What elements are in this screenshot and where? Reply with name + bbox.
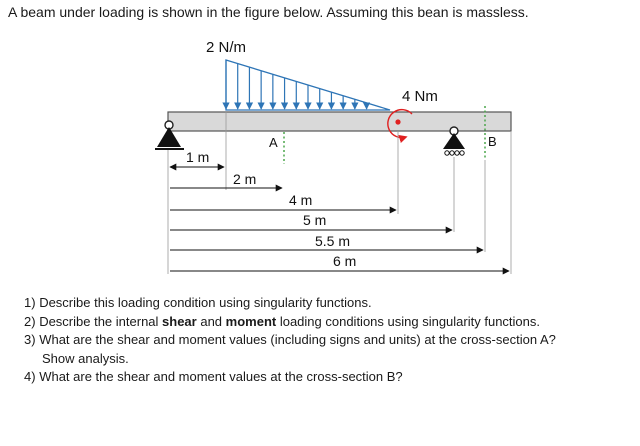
beam — [168, 112, 511, 131]
load-arrows — [226, 60, 367, 109]
question-4: 4) What are the shear and moment values at the cross-section B? — [24, 369, 403, 385]
distributed-load — [206, 39, 390, 110]
problem-statement: A beam under loading is shown in the figure below. Assuming this bean is massless. — [8, 4, 529, 20]
section-b-label: B — [488, 134, 497, 149]
section-a — [269, 132, 284, 164]
dim-label-5-5m: 5.5 m — [315, 233, 351, 249]
dim-label-1m: 1 m — [186, 149, 210, 165]
dim-label-6m: 6 m — [333, 253, 357, 269]
dim-label-2m: 2 m — [233, 171, 257, 187]
section-a-label: A — [269, 135, 278, 150]
moment-label: 4 Nm — [402, 88, 438, 105]
moment-point — [395, 119, 400, 124]
question-2: 2) Describe the internal shear and moment loading conditions using singularity functions. — [24, 313, 540, 329]
dim-label-5m: 5 m — [303, 212, 327, 228]
question-3: 3) What are the shear and moment values (including signs and units) at the cross-section A? Show analysis. — [24, 332, 556, 366]
dim-label-4m: 4 m — [289, 192, 313, 208]
load-label: 2 N/m — [206, 39, 247, 56]
question-list — [24, 294, 556, 387]
question-1: 1) Describe this loading condition using singularity functions. — [24, 295, 372, 310]
